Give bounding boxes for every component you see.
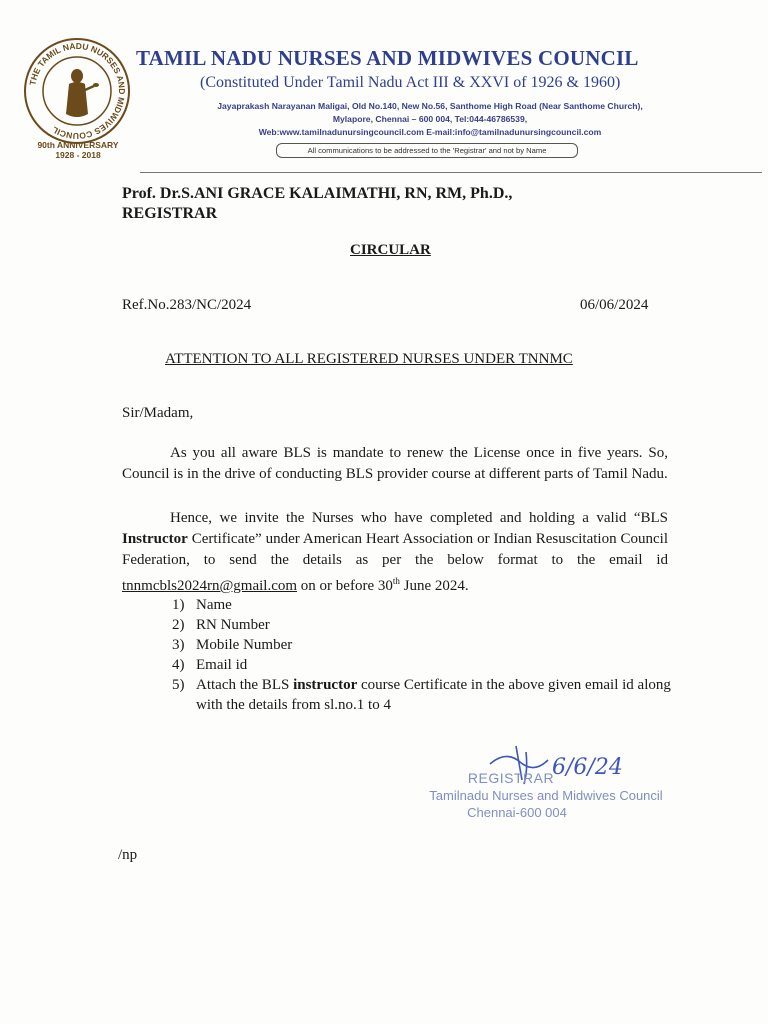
anniversary-label: 90th ANNIVERSARY 1928 - 2018: [37, 140, 119, 160]
email-link[interactable]: tnnmcbls2024rn@gmail.com: [122, 578, 298, 594]
salutation: Sir/Madam,: [122, 405, 194, 421]
svg-text:THE TAMIL NADU NURSES AND MIDW: THE TAMIL NADU NURSES AND MIDWIVES COUNCIL: [27, 40, 128, 142]
list-item: 2) RN Number: [172, 617, 270, 633]
council-seal-icon: [22, 36, 132, 146]
list-item: 4) Email id: [172, 657, 248, 673]
paragraph-1: As you all aware BLS is mandate to renew the License once in five years. So, Council is in the drive of conducting BLS provider course at different parts of Tamil Nadu.: [122, 445, 668, 482]
typist-initials: /np: [118, 847, 138, 863]
sender-name: Prof. Dr.S.ANI GRACE KALAIMATHI, RN, RM, Ph.D.,: [122, 185, 513, 202]
list-item: 3) Mobile Number: [172, 637, 293, 653]
address-line-3: Web:www.tamilnadunursingcouncil.com E-mail:info@tamilnadunursingcouncil.com: [258, 127, 602, 137]
address-line-2: Mylapore, Chennai – 600 004, Tel:044-46786539,: [332, 114, 528, 124]
circular-date: 06/06/2024: [580, 297, 649, 313]
list-item: 1) Name: [172, 597, 232, 613]
organization-title: TAMIL NADU NURSES AND MIDWIVES COUNCIL: [136, 46, 639, 70]
details-list: [172, 595, 672, 715]
reference-number: Ref.No.283/NC/2024: [122, 297, 252, 313]
list-item: 5) Attach the BLS instructor course Certificate in the above given email id along with the details from sl.no.1 to 4: [172, 677, 671, 713]
communication-note: All communications to be addressed to the 'Registrar' and not by Name: [276, 143, 578, 158]
paragraph-2: Hence, we invite the Nurses who have completed and holding a valid “BLS Instructor Certificate” under American Heart Association or Indian Resuscitation Council Federation, to send the details as per the below format to the email id tnnmcbls2024rn@gmail.com on or before 30th June 2024.: [122, 510, 668, 594]
sender-designation: REGISTRAR: [122, 205, 218, 222]
organization-subtitle: (Constituted Under Tamil Nadu Act III & XXVI of 1926 & 1960): [200, 74, 621, 91]
registrar-stamp: REGISTRAR Tamilnadu Nurses and Midwives Council Chennai-600 004: [429, 770, 663, 820]
address-line-1: Jayaprakash Narayanan Maligai, Old No.140, New No.56, Santhome High Road (Near Santhome Church),: [217, 101, 643, 111]
svg-text:6/6/24: 6/6/24: [552, 755, 623, 780]
circular-heading: CIRCULAR: [350, 242, 431, 258]
letterhead-divider: [140, 172, 762, 173]
attention-line: ATTENTION TO ALL REGISTERED NURSES UNDER TNNMC: [165, 351, 573, 367]
